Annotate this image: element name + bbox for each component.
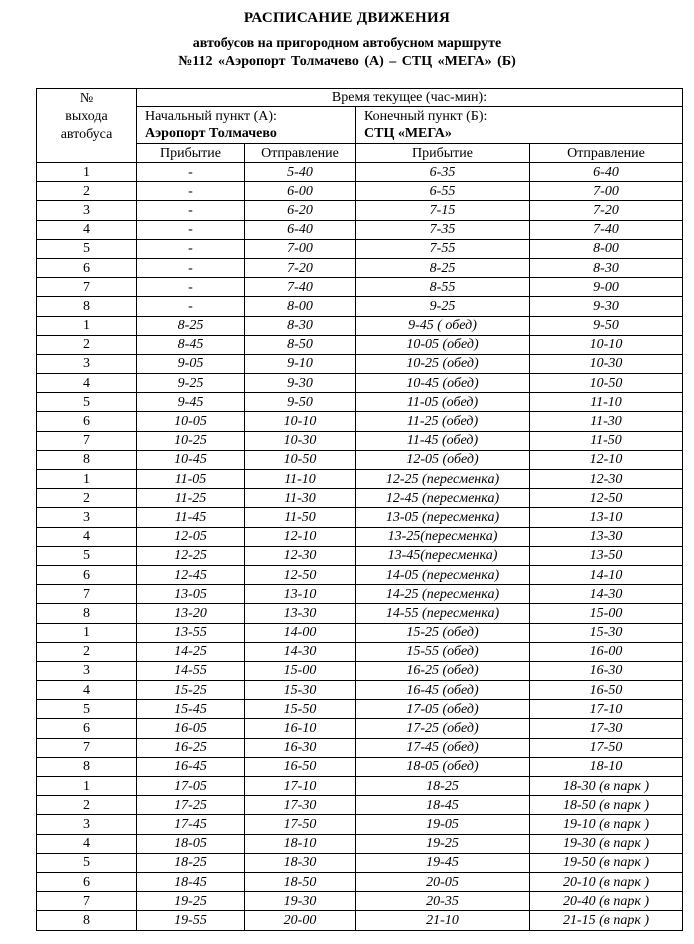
start-point-cell <box>137 107 356 144</box>
bus-number-cell: 4 <box>37 681 137 700</box>
bus-number-cell: 7 <box>37 278 137 297</box>
arrival-b-cell: 7-35 <box>356 220 530 239</box>
departure-b-cell: 21-15 (в парк ) <box>530 911 683 930</box>
departure-b-cell: 9-30 <box>530 297 683 316</box>
col-header-departure-b: Отправление <box>530 144 683 163</box>
page-subtitle: автобусов на пригородном автобусном маршруте <box>192 36 502 51</box>
departure-a-cell: 16-30 <box>245 738 356 757</box>
departure-a-cell: 8-30 <box>245 316 356 335</box>
bus-number-cell: 8 <box>37 450 137 469</box>
table-row <box>37 892 683 911</box>
departure-a-cell: 10-10 <box>245 412 356 431</box>
departure-a-cell: 14-00 <box>245 623 356 642</box>
departure-a-cell: 13-30 <box>245 604 356 623</box>
table-row <box>37 681 683 700</box>
departure-b-cell: 11-10 <box>530 393 683 412</box>
arrival-a-cell: 18-45 <box>137 872 245 891</box>
arrival-a-cell: - <box>137 220 245 239</box>
arrival-a-cell: 10-45 <box>137 450 245 469</box>
departure-a-cell: 18-30 <box>245 853 356 872</box>
arrival-b-cell: 13-05 (пересменка) <box>356 508 530 527</box>
table-row <box>37 508 683 527</box>
table-row <box>37 316 683 335</box>
bus-number-cell: 1 <box>37 163 137 182</box>
departure-b-cell: 17-50 <box>530 738 683 757</box>
arrival-a-cell: 19-25 <box>137 892 245 911</box>
departure-b-cell: 20-10 (в парк ) <box>530 872 683 891</box>
arrival-b-cell: 16-45 (обед) <box>356 681 530 700</box>
departure-b-cell: 18-10 <box>530 757 683 776</box>
arrival-b-cell: 17-05 (обед) <box>356 700 530 719</box>
departure-a-cell: 14-30 <box>245 642 356 661</box>
bus-number-cell: 4 <box>37 374 137 393</box>
arrival-b-cell: 15-55 (обед) <box>356 642 530 661</box>
arrival-a-cell: 8-25 <box>137 316 245 335</box>
departure-b-cell: 10-50 <box>530 374 683 393</box>
arrival-a-cell: 9-05 <box>137 354 245 373</box>
arrival-b-cell: 12-25 (пересменка) <box>356 470 530 489</box>
departure-b-cell: 9-00 <box>530 278 683 297</box>
arrival-a-cell: 16-25 <box>137 738 245 757</box>
table-row <box>37 239 683 258</box>
table-row <box>37 796 683 815</box>
table-row <box>37 757 683 776</box>
departure-a-cell: 17-50 <box>245 815 356 834</box>
departure-a-cell: 15-30 <box>245 681 356 700</box>
bus-number-cell: 3 <box>37 661 137 680</box>
arrival-b-cell: 11-25 (обед) <box>356 412 530 431</box>
bus-number-cell: 3 <box>37 508 137 527</box>
departure-b-cell: 10-30 <box>530 354 683 373</box>
arrival-a-cell: - <box>137 163 245 182</box>
bus-number-cell: 3 <box>37 201 137 220</box>
table-row <box>37 354 683 373</box>
departure-b-cell: 12-10 <box>530 450 683 469</box>
table-row <box>37 585 683 604</box>
departure-a-cell: 5-40 <box>245 163 356 182</box>
bus-number-cell: 5 <box>37 239 137 258</box>
bus-number-cell: 6 <box>37 719 137 738</box>
table-row <box>37 163 683 182</box>
bus-number-cell: 8 <box>37 604 137 623</box>
header-vyhoda: выхода <box>65 109 108 124</box>
arrival-b-cell: 13-25(пересменка) <box>356 527 530 546</box>
bus-number-cell: 7 <box>37 892 137 911</box>
arrival-a-cell: 17-45 <box>137 815 245 834</box>
table-row <box>37 527 683 546</box>
arrival-b-cell: 14-55 (пересменка) <box>356 604 530 623</box>
table-row <box>37 872 683 891</box>
arrival-b-cell: 6-55 <box>356 182 530 201</box>
arrival-b-cell: 12-05 (обед) <box>356 450 530 469</box>
departure-b-cell: 12-50 <box>530 489 683 508</box>
bus-number-cell: 6 <box>37 258 137 277</box>
bus-number-cell: 2 <box>37 182 137 201</box>
table-row <box>37 450 683 469</box>
arrival-b-cell: 8-25 <box>356 258 530 277</box>
arrival-a-cell: 12-25 <box>137 546 245 565</box>
departure-a-cell: 8-50 <box>245 335 356 354</box>
arrival-b-cell: 9-25 <box>356 297 530 316</box>
arrival-b-cell: 18-05 (обед) <box>356 757 530 776</box>
departure-a-cell: 7-00 <box>245 239 356 258</box>
arrival-b-cell: 19-05 <box>356 815 530 834</box>
arrival-b-cell: 11-45 (обед) <box>356 431 530 450</box>
departure-a-cell: 6-00 <box>245 182 356 201</box>
table-row <box>37 642 683 661</box>
arrival-a-cell: 19-55 <box>137 911 245 930</box>
table-row <box>37 777 683 796</box>
bus-number-cell: 1 <box>37 623 137 642</box>
bus-number-cell: 5 <box>37 546 137 565</box>
bus-number-header <box>37 89 137 163</box>
arrival-a-cell: - <box>137 182 245 201</box>
end-point-label: Конечный пункт (Б): <box>364 109 488 124</box>
departure-b-cell: 15-00 <box>530 604 683 623</box>
departure-a-cell: 18-10 <box>245 834 356 853</box>
arrival-b-cell: 20-35 <box>356 892 530 911</box>
table-row <box>37 182 683 201</box>
arrival-a-cell: - <box>137 201 245 220</box>
departure-b-cell: 14-30 <box>530 585 683 604</box>
departure-a-cell: 9-50 <box>245 393 356 412</box>
col-header-arrival-a: Прибытие <box>137 144 245 163</box>
arrival-a-cell: 14-25 <box>137 642 245 661</box>
table-row <box>37 719 683 738</box>
departure-a-cell: 18-50 <box>245 872 356 891</box>
departure-b-cell: 19-50 (в парк ) <box>530 853 683 872</box>
arrival-a-cell: 8-45 <box>137 335 245 354</box>
departure-b-cell: 16-00 <box>530 642 683 661</box>
arrival-b-cell: 14-05 (пересменка) <box>356 565 530 584</box>
table-row <box>37 489 683 508</box>
bus-number-cell: 1 <box>37 470 137 489</box>
start-point-label: Начальный пункт (А): <box>145 109 277 124</box>
departure-a-cell: 6-20 <box>245 201 356 220</box>
end-point-cell <box>356 107 683 144</box>
table-row <box>37 661 683 680</box>
departure-a-cell: 15-50 <box>245 700 356 719</box>
departure-b-cell: 14-10 <box>530 565 683 584</box>
departure-b-cell: 12-30 <box>530 470 683 489</box>
bus-number-cell: 6 <box>37 872 137 891</box>
start-point-name: Аэропорт Толмачево <box>145 126 277 141</box>
table-row <box>37 335 683 354</box>
departure-a-cell: 12-50 <box>245 565 356 584</box>
bus-number-cell: 3 <box>37 815 137 834</box>
table-row <box>37 258 683 277</box>
departure-b-cell: 11-50 <box>530 431 683 450</box>
arrival-a-cell: - <box>137 258 245 277</box>
departure-b-cell: 19-10 (в парк ) <box>530 815 683 834</box>
bus-number-cell: 1 <box>37 316 137 335</box>
departure-b-cell: 16-50 <box>530 681 683 700</box>
table-row <box>37 911 683 930</box>
table-row <box>37 815 683 834</box>
departure-a-cell: 15-00 <box>245 661 356 680</box>
departure-b-cell: 20-40 (в парк ) <box>530 892 683 911</box>
bus-number-cell: 2 <box>37 335 137 354</box>
departure-a-cell: 17-30 <box>245 796 356 815</box>
departure-b-cell: 7-40 <box>530 220 683 239</box>
bus-number-cell: 2 <box>37 642 137 661</box>
end-point-name: СТЦ «МЕГА» <box>364 126 452 141</box>
table-row <box>37 297 683 316</box>
arrival-b-cell: 15-25 (обед) <box>356 623 530 642</box>
arrival-a-cell: 15-45 <box>137 700 245 719</box>
departure-a-cell: 20-00 <box>245 911 356 930</box>
departure-b-cell: 17-10 <box>530 700 683 719</box>
arrival-b-cell: 6-35 <box>356 163 530 182</box>
departure-b-cell: 17-30 <box>530 719 683 738</box>
departure-a-cell: 16-50 <box>245 757 356 776</box>
departure-b-cell: 7-20 <box>530 201 683 220</box>
table-row <box>37 700 683 719</box>
departure-a-cell: 12-30 <box>245 546 356 565</box>
bus-number-cell: 6 <box>37 565 137 584</box>
departure-a-cell: 8-00 <box>245 297 356 316</box>
col-header-arrival-b: Прибытие <box>356 144 530 163</box>
arrival-b-cell: 18-25 <box>356 777 530 796</box>
bus-number-cell: 8 <box>37 757 137 776</box>
arrival-b-cell: 11-05 (обед) <box>356 393 530 412</box>
arrival-b-cell: 13-45(пересменка) <box>356 546 530 565</box>
table-row <box>37 546 683 565</box>
arrival-b-cell: 17-25 (обед) <box>356 719 530 738</box>
table-row <box>37 412 683 431</box>
col-header-departure-a: Отправление <box>245 144 356 163</box>
departure-b-cell: 18-30 (в парк ) <box>530 777 683 796</box>
departure-a-cell: 11-10 <box>245 470 356 489</box>
bus-number-cell: 4 <box>37 527 137 546</box>
time-caption-cell: Время текущее (час-мин): <box>137 89 683 107</box>
departure-b-cell: 15-30 <box>530 623 683 642</box>
bus-number-cell: 4 <box>37 220 137 239</box>
header-number-sign: № <box>79 91 94 106</box>
bus-number-cell: 8 <box>37 297 137 316</box>
arrival-a-cell: 13-55 <box>137 623 245 642</box>
departure-a-cell: 9-10 <box>245 354 356 373</box>
arrival-a-cell: 15-25 <box>137 681 245 700</box>
departure-b-cell: 13-50 <box>530 546 683 565</box>
departure-a-cell: 17-10 <box>245 777 356 796</box>
departure-b-cell: 13-30 <box>530 527 683 546</box>
bus-number-cell: 4 <box>37 834 137 853</box>
schedule-table <box>36 88 683 931</box>
table-row <box>37 201 683 220</box>
page-title: РАСПИСАНИЕ ДВИЖЕНИЯ <box>243 10 451 26</box>
departure-b-cell: 10-10 <box>530 335 683 354</box>
bus-number-cell: 6 <box>37 412 137 431</box>
arrival-b-cell: 19-25 <box>356 834 530 853</box>
arrival-b-cell: 9-45 ( обед) <box>356 316 530 335</box>
departure-a-cell: 12-10 <box>245 527 356 546</box>
arrival-a-cell: 18-05 <box>137 834 245 853</box>
arrival-b-cell: 10-45 (обед) <box>356 374 530 393</box>
bus-number-cell: 5 <box>37 393 137 412</box>
arrival-b-cell: 8-55 <box>356 278 530 297</box>
departure-b-cell: 11-30 <box>530 412 683 431</box>
table-row <box>37 738 683 757</box>
departure-a-cell: 7-40 <box>245 278 356 297</box>
arrival-a-cell: 9-45 <box>137 393 245 412</box>
arrival-b-cell: 17-45 (обед) <box>356 738 530 757</box>
bus-number-cell: 2 <box>37 489 137 508</box>
route-title: №112 «Аэропорт Толмачево (А) – СТЦ «МЕГА» (Б) <box>178 54 516 69</box>
table-row <box>37 278 683 297</box>
table-header-row <box>37 89 683 107</box>
arrival-a-cell: 11-45 <box>137 508 245 527</box>
arrival-b-cell: 10-05 (обед) <box>356 335 530 354</box>
arrival-a-cell: - <box>137 278 245 297</box>
arrival-a-cell: 13-20 <box>137 604 245 623</box>
arrival-a-cell: 13-05 <box>137 585 245 604</box>
departure-b-cell: 13-10 <box>530 508 683 527</box>
arrival-b-cell: 14-25 (пересменка) <box>356 585 530 604</box>
departure-b-cell: 7-00 <box>530 182 683 201</box>
arrival-a-cell: 12-45 <box>137 565 245 584</box>
departure-a-cell: 7-20 <box>245 258 356 277</box>
arrival-a-cell: 10-25 <box>137 431 245 450</box>
table-row <box>37 220 683 239</box>
table-row <box>37 834 683 853</box>
arrival-b-cell: 7-15 <box>356 201 530 220</box>
table-row <box>37 374 683 393</box>
departure-a-cell: 16-10 <box>245 719 356 738</box>
departure-b-cell: 18-50 (в парк ) <box>530 796 683 815</box>
arrival-a-cell: 16-45 <box>137 757 245 776</box>
departure-b-cell: 8-00 <box>530 239 683 258</box>
arrival-b-cell: 18-45 <box>356 796 530 815</box>
departure-a-cell: 19-30 <box>245 892 356 911</box>
arrival-a-cell: 17-05 <box>137 777 245 796</box>
arrival-a-cell: - <box>137 297 245 316</box>
departure-b-cell: 19-30 (в парк ) <box>530 834 683 853</box>
departure-a-cell: 11-30 <box>245 489 356 508</box>
arrival-b-cell: 16-25 (обед) <box>356 661 530 680</box>
table-row <box>37 431 683 450</box>
arrival-a-cell: - <box>137 239 245 258</box>
arrival-b-cell: 7-55 <box>356 239 530 258</box>
table-row <box>37 604 683 623</box>
arrival-a-cell: 11-25 <box>137 489 245 508</box>
bus-number-cell: 5 <box>37 700 137 719</box>
arrival-a-cell: 14-55 <box>137 661 245 680</box>
arrival-b-cell: 19-45 <box>356 853 530 872</box>
arrival-a-cell: 10-05 <box>137 412 245 431</box>
departure-b-cell: 9-50 <box>530 316 683 335</box>
bus-number-cell: 7 <box>37 585 137 604</box>
departure-b-cell: 16-30 <box>530 661 683 680</box>
table-row <box>37 623 683 642</box>
bus-number-cell: 1 <box>37 777 137 796</box>
arrival-a-cell: 17-25 <box>137 796 245 815</box>
table-row <box>37 853 683 872</box>
departure-a-cell: 11-50 <box>245 508 356 527</box>
arrival-a-cell: 12-05 <box>137 527 245 546</box>
bus-number-cell: 7 <box>37 738 137 757</box>
departure-a-cell: 10-30 <box>245 431 356 450</box>
departure-a-cell: 10-50 <box>245 450 356 469</box>
bus-number-cell: 8 <box>37 911 137 930</box>
table-row <box>37 470 683 489</box>
arrival-b-cell: 12-45 (пересменка) <box>356 489 530 508</box>
departure-a-cell: 6-40 <box>245 220 356 239</box>
arrival-a-cell: 11-05 <box>137 470 245 489</box>
bus-number-cell: 7 <box>37 431 137 450</box>
departure-a-cell: 13-10 <box>245 585 356 604</box>
departure-b-cell: 8-30 <box>530 258 683 277</box>
arrival-b-cell: 21-10 <box>356 911 530 930</box>
departure-a-cell: 9-30 <box>245 374 356 393</box>
arrival-b-cell: 20-05 <box>356 872 530 891</box>
header-avtobusa: автобуса <box>60 127 113 142</box>
arrival-a-cell: 16-05 <box>137 719 245 738</box>
bus-number-cell: 2 <box>37 796 137 815</box>
bus-number-cell: 5 <box>37 853 137 872</box>
table-row <box>37 393 683 412</box>
arrival-a-cell: 9-25 <box>137 374 245 393</box>
departure-b-cell: 6-40 <box>530 163 683 182</box>
table-row <box>37 565 683 584</box>
arrival-a-cell: 18-25 <box>137 853 245 872</box>
bus-number-cell: 3 <box>37 354 137 373</box>
arrival-b-cell: 10-25 (обед) <box>356 354 530 373</box>
